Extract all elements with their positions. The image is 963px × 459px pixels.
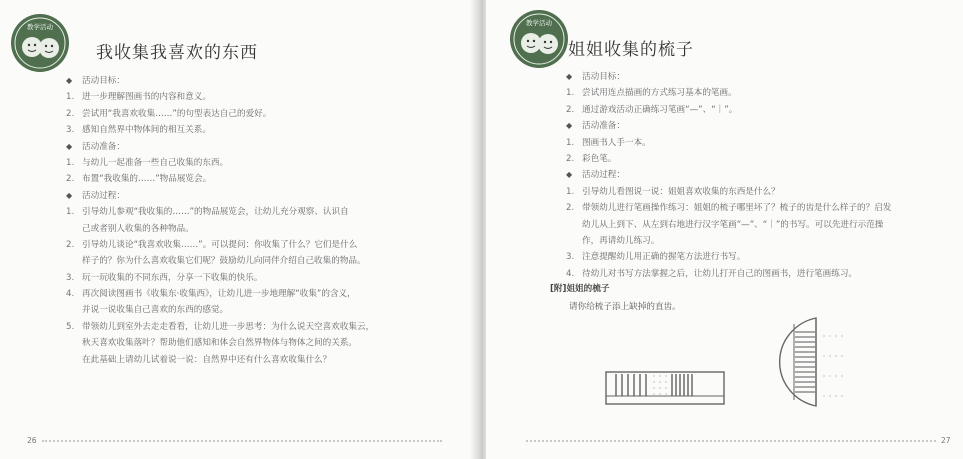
activity-badge-icon <box>9 12 71 74</box>
list-item <box>566 184 891 200</box>
item-marker: 2. <box>566 153 575 164</box>
item-text: 玩一玩收集的不同东西，分享一下收集的快乐。 <box>82 272 263 283</box>
item-text: 尝试用“我喜欢收集……”的句型表达自己的爱好。 <box>82 108 272 119</box>
item-marker: 3. <box>66 125 75 136</box>
footer-dots <box>42 440 442 442</box>
list-item <box>66 237 374 253</box>
item-marker: 2. <box>66 174 75 185</box>
attachment-instruction: 请你给梳子添上缺掉的直齿。 <box>569 302 681 312</box>
item-text: 注意提醒幼儿用正确的握笔方法进行书写。 <box>582 252 746 263</box>
item-marker: 1. <box>566 137 575 148</box>
item-text: 布置“我收集的……”物品展览会。 <box>82 174 212 185</box>
item-marker: 3. <box>66 272 75 283</box>
list-item <box>566 217 891 233</box>
section-heading <box>66 139 374 155</box>
item-text: 样子的？你为什么喜欢收集它们呢？鼓励幼儿向同伴介绍自己收集的物品。 <box>82 256 366 267</box>
attachment-title: [附]姐姐的梳子 <box>550 284 610 294</box>
activity-text <box>66 73 374 368</box>
item-text: 尝试用连点描画的方式练习基本的笔画。 <box>582 88 737 99</box>
list-item <box>66 106 374 122</box>
right-page <box>486 0 963 459</box>
straight-comb-drawing <box>604 370 726 406</box>
item-text: 秋天喜欢收集落叶？帮助他们感知和体会自然界物体与物体之间的关系。 <box>82 338 358 349</box>
item-text: 引导幼儿谈论“我喜欢收集……”。可以提问：你收集了什么？它们是什么 <box>82 239 358 250</box>
list-item <box>66 122 374 138</box>
item-text: 图画书人手一本。 <box>582 137 651 148</box>
list-item <box>566 135 891 151</box>
list-item <box>66 221 374 237</box>
list-item <box>566 266 891 282</box>
item-text: 并说一说收集自己喜欢的东西的感觉。 <box>82 305 229 316</box>
item-text: 己或者别人收集的各种物品。 <box>82 223 194 234</box>
item-marker: 4. <box>66 289 75 300</box>
list-item <box>66 155 374 171</box>
item-text: 引导幼儿参观“我收集的……”的物品展览会，让幼儿充分观察、认识自 <box>82 207 349 218</box>
section-heading <box>566 118 891 134</box>
list-item <box>66 89 374 105</box>
list-item <box>66 302 374 318</box>
item-text: 幼儿从上到下、从左到右地进行汉字笔画“—”、“｜”的书写。可以先进行示范操 <box>582 219 884 230</box>
item-marker: 2. <box>566 203 575 214</box>
list-item <box>66 335 374 351</box>
item-marker: 4. <box>566 268 575 279</box>
item-marker: 3. <box>566 252 575 263</box>
item-marker: 1. <box>566 186 575 197</box>
item-marker: 2. <box>66 239 75 250</box>
list-item <box>566 85 891 101</box>
item-text: 通过游戏活动正确练习笔画“—”、“｜”。 <box>582 104 738 115</box>
item-text: 再次阅读图画书《收集东·收集西》，让幼儿进一步地理解“收集”的含义， <box>82 289 356 300</box>
badge-label: 教学活动 <box>27 23 53 31</box>
item-text: 活动过程： <box>82 190 125 201</box>
item-text: 与幼儿一起准备一些自己收集的东西。 <box>82 157 229 168</box>
item-text: 活动准备： <box>82 141 125 152</box>
list-item <box>566 151 891 167</box>
item-text: 活动目标： <box>582 72 625 82</box>
list-item <box>66 171 374 187</box>
section-heading <box>566 69 891 85</box>
item-text: 彩色笔。 <box>582 153 617 164</box>
item-text: 引导幼儿看图说一说：姐姐喜欢收集的东西是什么？ <box>582 186 780 197</box>
section-heading <box>66 188 374 204</box>
item-text: 带领幼儿到室外去走走看看，让幼儿进一步思考：为什么说天空喜欢收集云， <box>82 321 375 332</box>
badge-label: 教学活动 <box>526 19 552 27</box>
item-marker: ◆ <box>566 121 573 131</box>
list-item <box>566 249 891 265</box>
list-item <box>66 270 374 286</box>
item-text: 在此基础上请幼儿试着说一说：自然界中还有什么喜欢收集什么？ <box>82 354 332 365</box>
list-item <box>66 286 374 302</box>
list-item <box>66 253 374 269</box>
page-title: 我收集我喜欢的东西 <box>96 43 258 63</box>
item-text: 活动过程： <box>582 170 625 181</box>
item-text: 活动目标： <box>82 76 125 86</box>
item-marker: ◆ <box>66 76 73 85</box>
round-comb-drawing <box>764 316 854 408</box>
page-number: 27 <box>941 436 951 445</box>
list-item <box>66 319 374 335</box>
list-item <box>566 102 891 118</box>
item-text: 进一步理解图画书的内容和意义。 <box>82 92 211 103</box>
item-marker: ◆ <box>66 190 73 200</box>
section-heading <box>66 73 374 89</box>
section-heading <box>566 167 891 183</box>
footer-dots <box>526 440 936 442</box>
item-marker: 2. <box>566 104 575 115</box>
activity-badge-icon <box>508 8 570 70</box>
activity-text <box>566 69 891 282</box>
item-marker: 1. <box>66 157 75 168</box>
list-item <box>566 233 891 249</box>
item-marker: 2. <box>66 108 75 119</box>
item-marker: 1. <box>66 207 75 218</box>
item-text: 活动准备： <box>582 121 625 132</box>
item-text: 待幼儿对书写方法掌握之后，让幼儿打开自己的图画书，进行笔画练习。 <box>582 268 858 279</box>
item-marker: ◆ <box>66 141 73 151</box>
item-marker: 1. <box>566 88 575 99</box>
item-marker: ◆ <box>566 170 573 180</box>
list-item <box>66 204 374 220</box>
list-item <box>66 352 374 368</box>
list-item <box>566 200 891 216</box>
item-text: 感知自然界中物体间的相互关系。 <box>82 125 211 136</box>
page-title: 姐姐收集的梳子 <box>568 40 694 60</box>
page-number: 26 <box>27 436 37 445</box>
item-marker: 5. <box>66 321 75 332</box>
item-marker: ◆ <box>566 72 573 81</box>
left-page <box>0 0 478 459</box>
item-marker: 1. <box>66 92 75 103</box>
item-text: 作，再请幼儿练习。 <box>582 235 660 246</box>
item-text: 带领幼儿进行笔画操作练习：姐姐的梳子哪里坏了？梳子的齿是什么样子的？启发 <box>582 203 892 214</box>
